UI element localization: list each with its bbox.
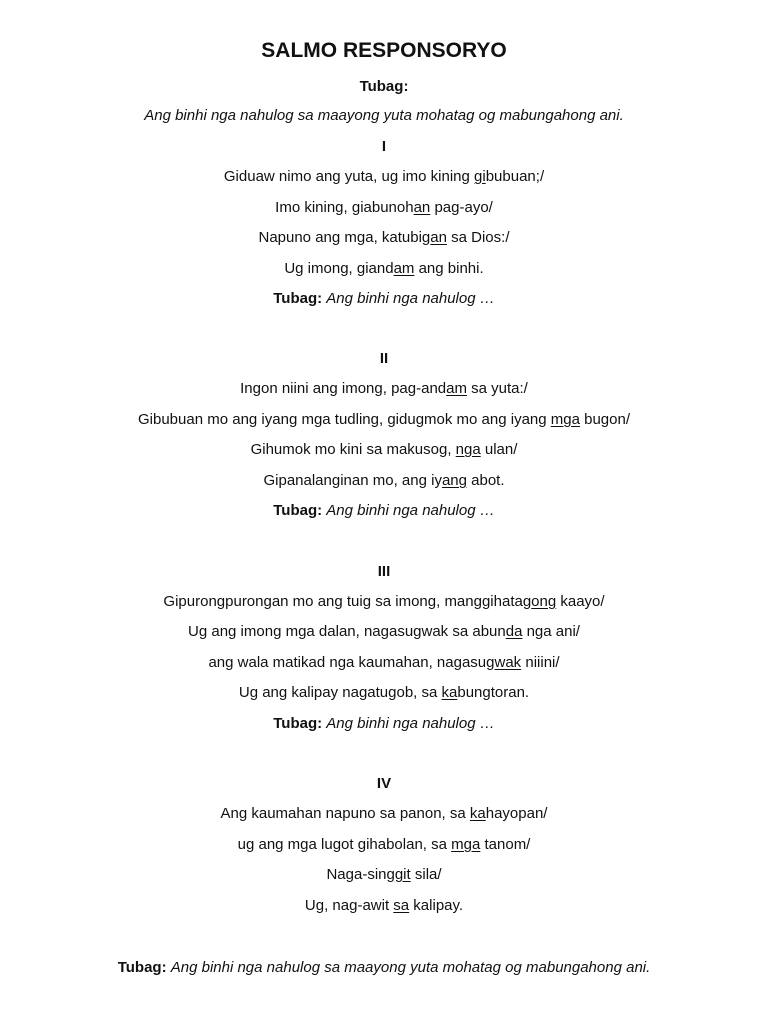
stanza-3-numeral: III bbox=[377, 563, 391, 580]
stanza-3-line-4: Ug ang kalipay nagatugob, sa kabungtoran. bbox=[238, 684, 530, 701]
stanza-4-line-2: ug ang mga lugot gihabolan, sa mga tanom/ bbox=[237, 836, 531, 853]
stanza-3-line-1: Gipurongpurongan mo ang tuig sa imong, manggihatagong kaayo/ bbox=[163, 593, 605, 610]
stanza-2-refrain bbox=[0, 502, 768, 520]
stanza-2-line-3: Gihumok mo kini sa makusog, nga ulan/ bbox=[250, 441, 518, 458]
refrain-text: Ang binhi nga nahulog … bbox=[326, 502, 495, 519]
response-text: Ang binhi nga nahulog sa maayong yuta mohatag og mabungahong ani. bbox=[144, 107, 624, 124]
stanza-3-line-2: Ug ang imong mga dalan, nagasugwak sa abunda nga ani/ bbox=[188, 623, 580, 640]
response-label: Tubag: bbox=[359, 78, 409, 95]
stanza-1-line-3: Napuno ang mga, katubigan sa Dios:/ bbox=[258, 229, 510, 246]
stanza-4-line-1: Ang kaumahan napuno sa panon, sa kahayopan/ bbox=[220, 805, 548, 822]
stanza-4-numeral: IV bbox=[376, 775, 392, 792]
final-response-text: Ang binhi nga nahulog sa maayong yuta mohatag og mabungahong ani. bbox=[170, 959, 651, 976]
refrain-text: Ang binhi nga nahulog … bbox=[326, 290, 495, 307]
stanza-1-refrain bbox=[0, 290, 768, 308]
stanza-2-line-1: Ingon niini ang imong, pag-andam sa yuta:/ bbox=[240, 380, 528, 397]
refrain-label: Tubag: bbox=[273, 290, 323, 307]
stanza-2-line-2: Gibubuan mo ang iyang mga tudling, gidugmok mo ang iyang mga bugon/ bbox=[138, 411, 630, 428]
page-title: SALMO RESPONSORYO bbox=[261, 39, 507, 62]
stanza-3-refrain bbox=[0, 715, 768, 733]
stanza-4-line-3: Naga-singgit sila/ bbox=[326, 866, 442, 883]
final-response-label: Tubag: bbox=[117, 959, 167, 976]
stanza-1-line-2: Imo kining, giabunohan pag-ayo/ bbox=[275, 199, 493, 216]
stanza-1-line-1: Giduaw nimo ang yuta, ug imo kining gibubuan;/ bbox=[223, 168, 545, 185]
refrain-text: Ang binhi nga nahulog … bbox=[326, 715, 495, 732]
stanza-2-numeral: II bbox=[379, 350, 389, 367]
stanza-1-numeral: I bbox=[381, 138, 387, 155]
stanza-4-line-4: Ug, nag-awit sa kalipay. bbox=[304, 897, 464, 914]
stanza-1-line-4: Ug imong, giandam ang binhi. bbox=[284, 260, 484, 277]
refrain-label: Tubag: bbox=[273, 502, 323, 519]
refrain-label: Tubag: bbox=[273, 715, 323, 732]
final-response bbox=[90, 957, 678, 978]
stanza-2-line-4: Gipanalanginan mo, ang iyang abot. bbox=[263, 472, 505, 489]
stanza-3-line-3: ang wala matikad nga kaumahan, nagasugwak niiini/ bbox=[208, 654, 560, 671]
